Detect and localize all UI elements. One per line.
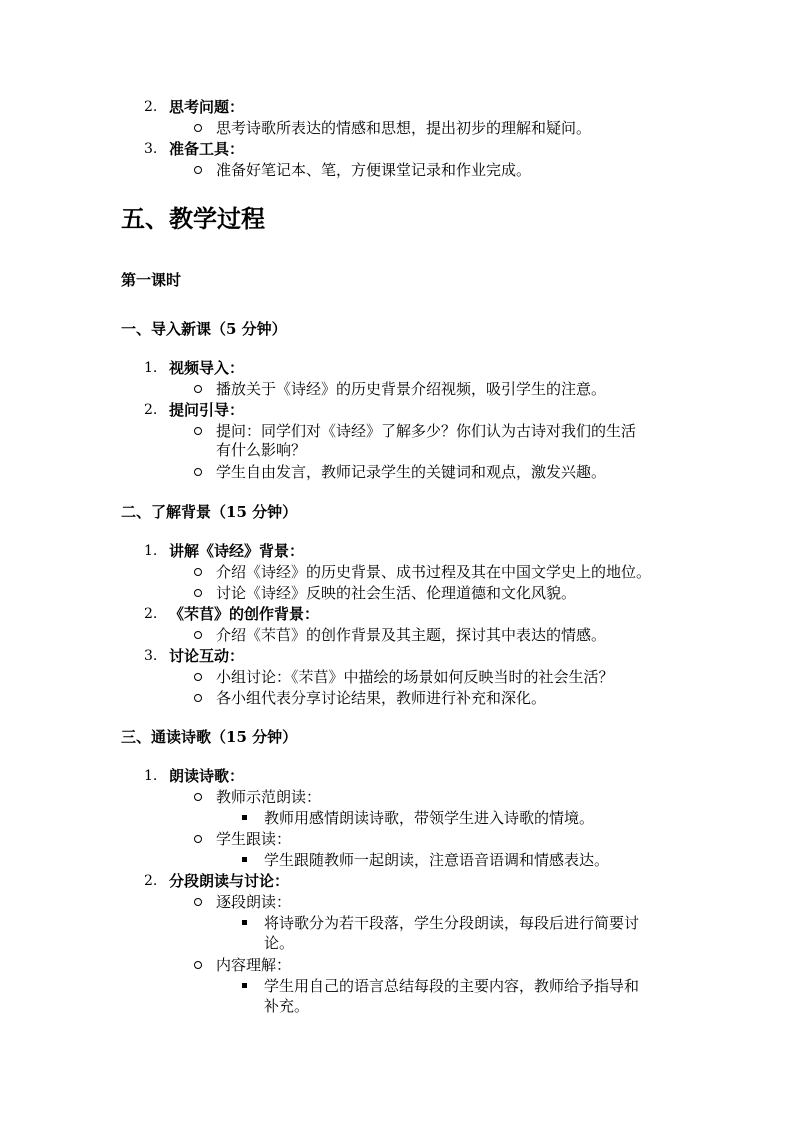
list-number: 2. <box>144 873 158 889</box>
circle-bullet-icon <box>194 694 202 702</box>
list-item-title: 视频导入： <box>169 359 245 377</box>
list-item-title: 分段朗读与讨论： <box>169 872 290 890</box>
circle-bullet-icon <box>194 961 202 969</box>
circle-bullet-icon <box>194 835 202 843</box>
list-item-detail-continued: 补充。 <box>264 997 310 1015</box>
list-item-detail-continued: 论。 <box>264 934 295 952</box>
list-item-text: 介绍《诗经》的历史背景、成书过程及其在中国文学史上的地位。 <box>216 563 652 581</box>
list-item-title: 思考问题： <box>169 98 245 116</box>
part-heading: 二、了解背景（15 分钟） <box>121 503 298 521</box>
list-item-detail: 教师用感情朗读诗歌，带领学生进入诗歌的情境。 <box>264 809 595 827</box>
list-item-text: 小组讨论：《芣苢》中描绘的场景如何反映当时的社会生活？ <box>216 668 614 686</box>
list-item-title: 提问引导： <box>169 401 245 419</box>
circle-bullet-icon <box>194 673 202 681</box>
list-item-title: 讲解《诗经》背景： <box>169 542 305 560</box>
list-item-title: 朗读诗歌： <box>169 767 245 785</box>
square-bullet-icon <box>242 815 247 820</box>
section-title: 五、教学过程 <box>121 204 265 233</box>
list-item-text: 介绍《芣苢》的创作背景及其主题，探讨其中表达的情感。 <box>216 626 607 644</box>
circle-bullet-icon <box>194 124 202 132</box>
list-item-title: 准备工具： <box>169 140 245 158</box>
circle-bullet-icon <box>194 468 202 476</box>
list-number: 1. <box>144 768 158 784</box>
list-item-detail: 学生用自己的语言总结每段的主要内容，教师给予指导和 <box>264 977 640 995</box>
circle-bullet-icon <box>194 385 202 393</box>
list-number: 2. <box>144 606 158 622</box>
circle-bullet-icon <box>194 427 202 435</box>
circle-bullet-icon <box>194 898 202 906</box>
lesson-title: 第一课时 <box>121 271 182 289</box>
list-number: 3. <box>144 648 158 664</box>
list-item-text: 播放关于《诗经》的历史背景介绍视频，吸引学生的注意。 <box>216 380 607 398</box>
list-item-text: 讨论《诗经》反映的社会生活、伦理道德和文化风貌。 <box>216 584 577 602</box>
list-number: 1. <box>144 543 158 559</box>
list-number: 2. <box>144 99 158 115</box>
square-bullet-icon <box>242 920 247 925</box>
list-item-text: 思考诗歌所表达的情感和思想，提出初步的理解和疑问。 <box>216 119 592 137</box>
list-number: 1. <box>144 360 158 376</box>
list-item-text: 准备好笔记本、笔，方便课堂记录和作业完成。 <box>216 161 532 179</box>
list-item-text: 学生自由发言，教师记录学生的关键词和观点，激发兴趣。 <box>216 463 607 481</box>
list-item-title: 讨论互动： <box>169 647 245 665</box>
list-item-label: 内容理解： <box>216 956 292 974</box>
circle-bullet-icon <box>194 631 202 639</box>
list-number: 3. <box>144 141 158 157</box>
list-item-text-continued: 有什么影响？ <box>216 441 307 459</box>
list-item-text: 提问：同学们对《诗经》了解多少？你们认为古诗对我们的生活 <box>216 422 637 440</box>
list-item-text: 各小组代表分享讨论结果，教师进行补充和深化。 <box>216 689 547 707</box>
circle-bullet-icon <box>194 166 202 174</box>
list-item-title: 《芣苢》的创作背景： <box>169 605 320 623</box>
circle-bullet-icon <box>194 793 202 801</box>
list-number: 2. <box>144 402 158 418</box>
part-heading: 三、通读诗歌（15 分钟） <box>121 728 298 746</box>
circle-bullet-icon <box>194 568 202 576</box>
list-item-label: 学生跟读： <box>216 830 292 848</box>
list-item-detail: 将诗歌分为若干段落，学生分段朗读，每段后进行简要讨 <box>264 914 640 932</box>
list-item-detail: 学生跟随教师一起朗读，注意语音语调和情感表达。 <box>264 851 610 869</box>
part-heading: 一、导入新课（5 分钟） <box>121 320 287 338</box>
square-bullet-icon <box>242 857 247 862</box>
list-item-label: 逐段朗读： <box>216 893 292 911</box>
square-bullet-icon <box>242 983 247 988</box>
circle-bullet-icon <box>194 589 202 597</box>
list-item-label: 教师示范朗读： <box>216 788 322 806</box>
